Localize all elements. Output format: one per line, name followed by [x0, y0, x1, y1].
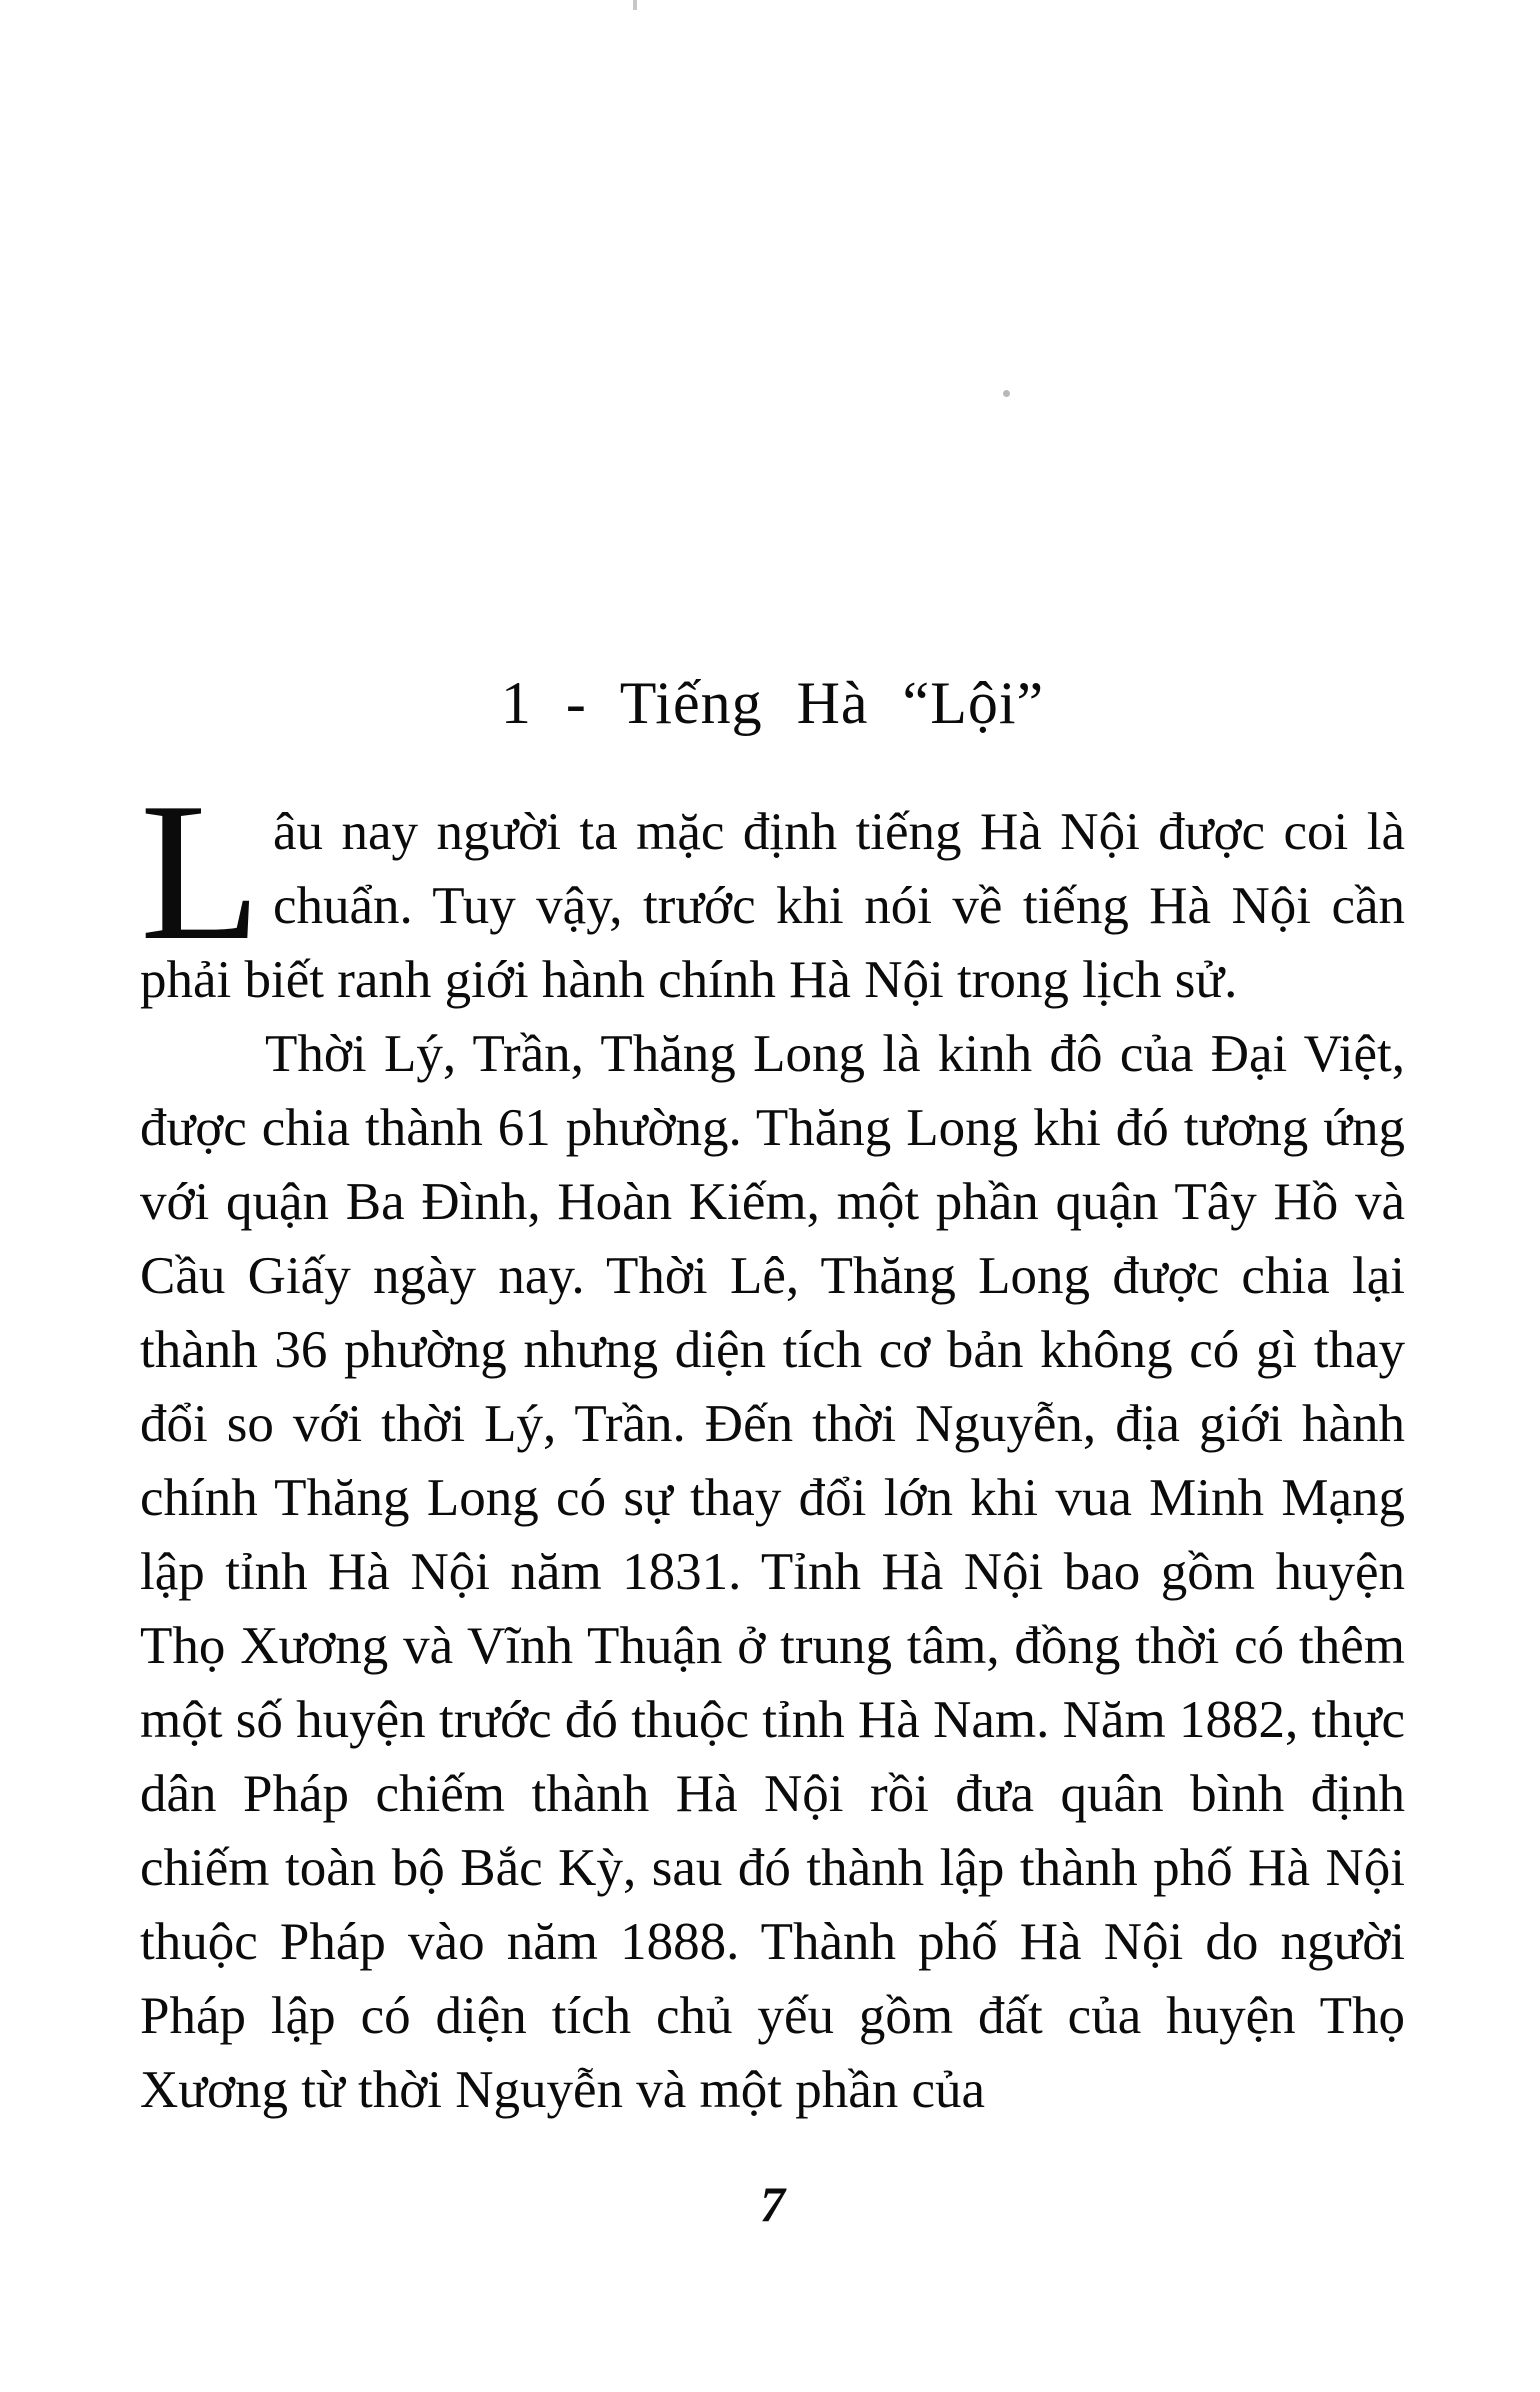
scan-artifact-dot [1003, 390, 1010, 397]
chapter-title: 1 - Tiếng Hà “Lội” [500, 670, 1045, 737]
body-text-block [140, 762, 1405, 2127]
scan-artifact-tick [633, 0, 637, 10]
paragraph-first [140, 762, 1405, 1017]
paragraph-first-text: âu nay người ta mặc định tiếng Hà Nội được coi là chuẩn. Tuy vậy, trước khi nói về tiếng Hà Nội cần phải biết ranh giới hành chính Hà Nội trong lịch sử. [140, 803, 1405, 1009]
paragraph-second: Thời Lý, Trần, Thăng Long là kinh đô của Đại Việt, được chia thành 61 phường. Thăng Long khi đó tương ứng với quận Ba Đình, Hoàn Kiếm, một phần quận Tây Hồ và Cầu Giấy ngày nay. Thời Lê, Thăng Long được chia lại thành 36 phường nhưng diện tích cơ bản không có gì thay đổi so với thời Lý, Trần. Đến thời Nguyễn, địa giới hành chính Thăng Long có sự thay đổi lớn khi vua Minh Mạng lập tỉnh Hà Nội năm 1831. Tỉnh Hà Nội bao gồm huyện Thọ Xương và Vĩnh Thuận ở trung tâm, đồng thời có thêm một số huyện trước đó thuộc tỉnh Hà Nam. Năm 1882, thực dân Pháp chiếm thành Hà Nội rồi đưa quân bình định chiếm toàn bộ Bắc Kỳ, sau đó thành lập thành phố Hà Nội thuộc Pháp vào năm 1888. Thành phố Hà Nội do người Pháp lập có diện tích chủ yếu gồm đất của huyện Thọ Xương từ thời Nguyễn và một phần của [140, 1025, 1405, 2119]
drop-cap-letter: L [140, 762, 261, 981]
page-number: 7 [760, 2176, 785, 2232]
